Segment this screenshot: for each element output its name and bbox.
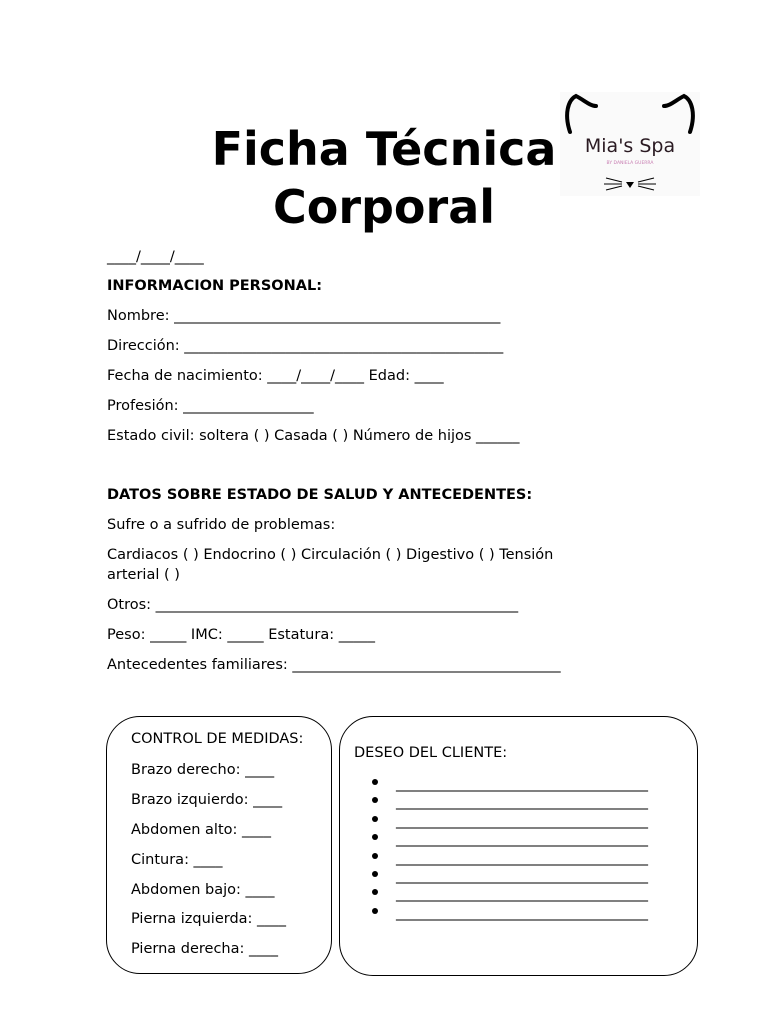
svg-text:Mia's Spa: Mia's Spa bbox=[584, 135, 676, 157]
bullet-icon bbox=[372, 853, 378, 859]
list-item[interactable]: ____________________________________ bbox=[372, 812, 648, 830]
bullet-icon bbox=[372, 889, 378, 895]
deseo-cliente-heading: DESEO DEL CLIENTE: bbox=[354, 745, 508, 761]
personal-info-heading: INFORMACION PERSONAL: bbox=[107, 278, 322, 294]
salud-heading: DATOS SOBRE ESTADO DE SALUD Y ANTECEDENTES: bbox=[107, 487, 533, 503]
list-item[interactable]: ____________________________________ bbox=[372, 775, 648, 793]
peso-imc-estatura-field[interactable]: Peso: _____ IMC: _____ Estatura: _____ bbox=[107, 627, 375, 643]
medida-item[interactable]: Pierna izquierda: ____ bbox=[131, 911, 287, 927]
medida-item[interactable]: Cintura: ____ bbox=[131, 852, 223, 868]
estado-civil-field[interactable]: Estado civil: soltera ( ) Casada ( ) Número de hijos ______ bbox=[107, 428, 520, 444]
medida-item[interactable]: Abdomen alto: ____ bbox=[131, 822, 272, 838]
list-item[interactable]: ____________________________________ bbox=[372, 830, 648, 848]
medida-item[interactable]: Abdomen bajo: ____ bbox=[131, 882, 275, 898]
condiciones-checklist-cont[interactable]: arterial ( ) bbox=[107, 567, 180, 583]
condiciones-checklist[interactable]: Cardiacos ( ) Endocrino ( ) Circulación ( ) Digestivo ( ) Tensión bbox=[107, 547, 554, 563]
control-medidas-heading: CONTROL DE MEDIDAS: bbox=[131, 731, 304, 747]
medida-item[interactable]: Brazo derecho: ____ bbox=[131, 762, 275, 778]
medida-item[interactable]: Brazo izquierdo: ____ bbox=[131, 792, 283, 808]
list-item[interactable]: ____________________________________ bbox=[372, 904, 648, 922]
bullet-icon bbox=[372, 797, 378, 803]
list-item[interactable]: ____________________________________ bbox=[372, 885, 648, 903]
nombre-field[interactable]: Nombre: _____________________________________________ bbox=[107, 308, 501, 324]
medida-item[interactable]: Pierna derecha: ____ bbox=[131, 941, 278, 957]
deseo-list bbox=[372, 775, 648, 922]
fecha-nacimiento-field[interactable]: Fecha de nacimiento: ____/____/____ Edad: ____ bbox=[107, 368, 444, 384]
title-line-2: Corporal bbox=[272, 180, 496, 234]
title-line-1: Ficha Técnica bbox=[211, 122, 557, 176]
profesion-field[interactable]: Profesión: __________________ bbox=[107, 398, 314, 414]
control-medidas-box bbox=[106, 716, 332, 974]
spa-logo bbox=[560, 92, 700, 196]
deseo-cliente-box bbox=[339, 716, 698, 976]
list-item[interactable]: ____________________________________ bbox=[372, 793, 648, 811]
direccion-field[interactable]: Dirección: ____________________________________________ bbox=[107, 338, 504, 354]
svg-text:BY DANIELA GUERRA: BY DANIELA GUERRA bbox=[606, 161, 654, 166]
antecedentes-field[interactable]: Antecedentes familiares: _____________________________________ bbox=[107, 657, 561, 673]
date-field[interactable]: ____/____/____ bbox=[107, 249, 204, 265]
bullet-icon bbox=[372, 871, 378, 877]
bullet-icon bbox=[372, 779, 378, 785]
list-item[interactable]: ____________________________________ bbox=[372, 849, 648, 867]
bullet-icon bbox=[372, 908, 378, 914]
bullet-icon bbox=[372, 816, 378, 822]
otros-field[interactable]: Otros: __________________________________________________ bbox=[107, 597, 519, 613]
sufre-label: Sufre o a sufrido de problemas: bbox=[107, 517, 336, 533]
list-item[interactable]: ____________________________________ bbox=[372, 867, 648, 885]
bullet-icon bbox=[372, 834, 378, 840]
